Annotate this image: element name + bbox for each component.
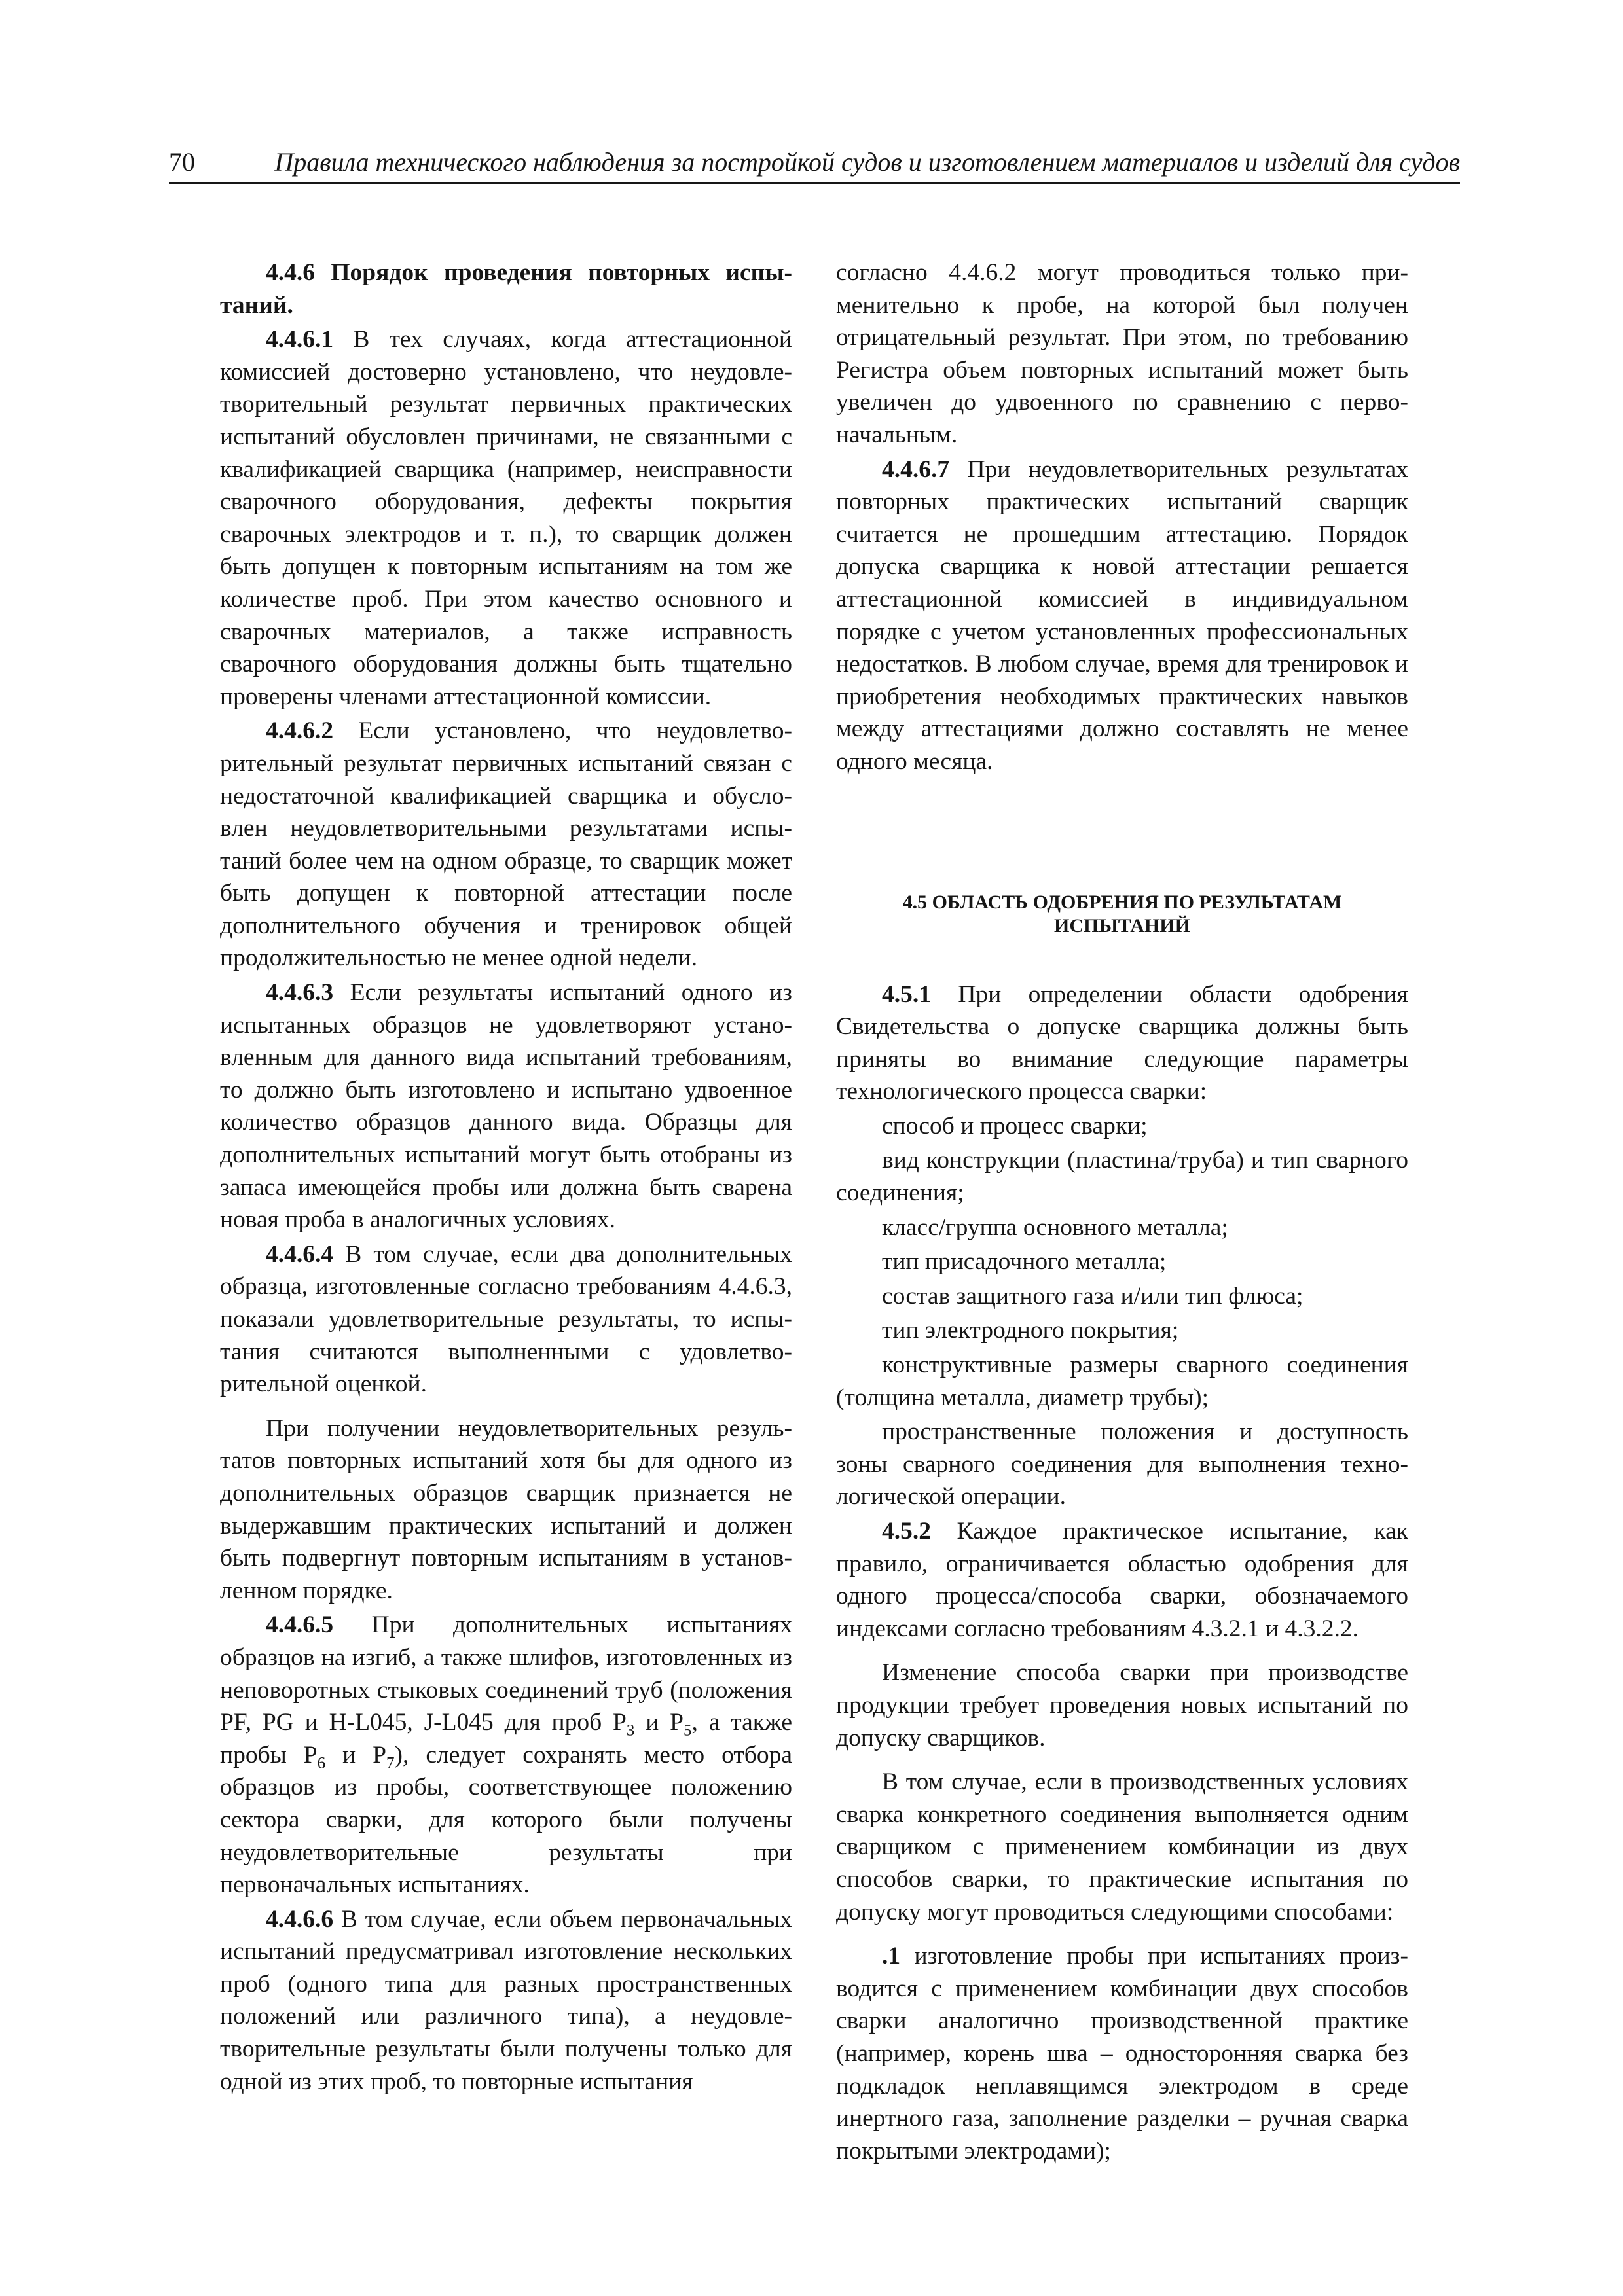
clause-number: 4.4.6.3: [266, 979, 334, 1007]
paragraph-text: Если установлено, что неудовлетворительный результат первичных испытаний связан с недостаточной квалификацией сварщика и обусловлен неудовлетворительными результатами испытаний более чем на одном образце, то сварщик может быть допущен к повторной аттестации после дополнительного обучения и тренировок общей продолжительностью не менее одной недели.: [220, 717, 792, 972]
paragraph-text: и P: [325, 1741, 387, 1768]
paragraph-4-4-6-6-cont: согласно 4.4.6.2 могут проводиться только применительно к пробе, на которой был получен отрицательный результат. При этом, по требованию Регистра объем повторных испытаний может быть увеличен до удвоенного по сравнению с первоначальным.: [836, 259, 1408, 448]
subscript: 3: [626, 1721, 635, 1740]
clause-number: 4.4.6.2: [266, 717, 334, 745]
paragraph-4-5-1: [836, 978, 1408, 1108]
section-heading-4-5: [836, 891, 1408, 938]
left-column: [220, 257, 792, 2098]
list-item: класс/группа основного металла;: [882, 1213, 1228, 1241]
subscript: 7: [386, 1754, 395, 1772]
paragraph-text: При дополнительных испытаниях образцов на изгиб, а также шлифов, изготовленных из неповоротных стыковых соединений труб (положения PF, PG и H-L045, J-L045 для проб P: [220, 1611, 792, 1736]
paragraph-4-4-6-5: [220, 1609, 792, 1901]
paragraph-4-4-6-1: [220, 323, 792, 713]
paragraph-4-4-6-3: [220, 977, 792, 1236]
paragraph-text: При определении области одобрения Свидетельства о допуске сварщика должны быть приняты во внимание следующие параметры технологического процесса сварки:: [836, 980, 1408, 1105]
paragraph-text: В том случае, если два дополнительных образца, изготовленные согласно требованиям 4.4.6.3, показали удовлетворительные результаты, то испытания считаются выполненными с удовлетворительной оценкой.: [220, 1240, 792, 1398]
paragraph-text: При неудовлетворительных результатах повторных практических испытаний сварщик считается не прошедшим аттестацию. Порядок допуска сварщика к новой аттестации решается аттестационной комиссией в индивидуальном порядке с учетом установленных профессиональных недостатков. В любом случае, время для тренировок и приобретения необходимых практических навыков между аттестациями должно составлять не менее одного месяца.: [836, 456, 1408, 775]
paragraph-4-5-2-c: В том случае, если в производственных условиях сварка конкретного соединения выполняется одним сварщиком с применением комбинации из двух способов сварки, то практические испытания по допуску могут проводиться следующими способами:: [836, 1768, 1408, 1926]
section-heading-line: 4.5 ОБЛАСТЬ ОДОБРЕНИЯ ПО РЕЗУЛЬТАТАМ: [902, 891, 1342, 913]
paragraph-text: , а также пробы P: [220, 1709, 792, 1768]
clause-number: 4.4.6.5: [266, 1611, 334, 1639]
paragraph-text: Каждое практическое испытание, как правило, ограничивается областью одобрения для одного процесса/способа сварки, обозначаемого индексами согласно требованиям 4.3.2.1 и 4.3.2.2.: [836, 1518, 1408, 1642]
paragraph-text: изготовление пробы при испытаниях производится с применением комбинации двух способов сварки аналогично производственной практике (например, корень шва – односторонняя сварка без подкладок неплавящимся электродом в среде инертного газа, заполнение разделки – ручная сварка покрытыми электродами);: [836, 1943, 1408, 2164]
clause-number: 4.5.2: [882, 1518, 931, 1545]
clause-number: 4.4.6.6: [266, 1905, 334, 1933]
paragraph-text: и P: [634, 1709, 684, 1736]
list-item: вид конструкции (пластина/труба) и тип сварного соединения;: [836, 1147, 1408, 1207]
page-header: [169, 145, 1460, 184]
list-item: состав защитного газа и/или тип флюса;: [882, 1282, 1304, 1310]
paragraph-4-4-6-7: [836, 454, 1408, 778]
paragraph-text: В тех случаях, когда аттестационной комиссией достоверно установлено, что неудовлетворительный результат первичных практических испытаний обусловлен причинами, не связанными с квалификацией сварщика (например, неисправности сварочного оборудования, дефекты покрытия сварочных электродов и т. п.), то сварщик должен быть допущен к повторным испытаниям на том же количестве проб. При этом качество основного и сварочных материалов, а также исправность сварочного оборудования должны быть тщательно проверены членами аттестационной комиссии.: [220, 326, 792, 710]
clause-number: 4.4.6.1: [266, 326, 334, 353]
right-column: [836, 257, 1408, 2167]
paragraph-text: ), следует сохранять место отбора образцов из пробы, соответствующее положению сектора сварки, для которого были получены неудовлетворительные результаты при первоначальных испытаниях.: [220, 1741, 792, 1899]
paragraph-4-5-2: [836, 1515, 1408, 1645]
section-heading-line: ИСПЫТАНИЙ: [1054, 914, 1190, 937]
list-item: тип присадочного металла;: [882, 1248, 1167, 1276]
clause-number: 4.4.6.7: [882, 456, 950, 483]
clause-number: 4.5.1: [882, 980, 931, 1008]
section-heading-4-4-6: 4.4.6 Порядок проведения повторных испытаний.: [220, 259, 792, 319]
subscript: 5: [684, 1721, 692, 1740]
clause-number: 4.4.6.4: [266, 1240, 334, 1268]
list-item: тип электродного покрытия;: [882, 1317, 1179, 1344]
list-item: конструктивные размеры сварного соединения (толщина металла, диаметр трубы);: [836, 1352, 1408, 1411]
paragraph-4-4-6-4: [220, 1238, 792, 1401]
item-number: .1: [882, 1943, 901, 1970]
paragraph-4-5-2-b: Изменение способа сварки при производстве продукции требует проведения новых испытаний по допуску сварщиков.: [836, 1659, 1408, 1751]
page-number: 70: [169, 147, 195, 177]
paragraph-4-4-6-2: [220, 715, 792, 975]
paragraph-4-4-6-4-cont: При получении неудовлетворительных результатов повторных испытаний хотя бы для одного из дополнительных образцов сварщик признается не выдержавшим практических испытаний и должен быть подвергнут повторным испытаниям в установленном порядке.: [220, 1414, 792, 1604]
list-item: пространственные положения и доступность зоны сварного соединения для выполнения технологической операции.: [836, 1418, 1408, 1511]
list-item: способ и процесс сварки;: [882, 1112, 1148, 1139]
paragraph-4-4-6-6: [220, 1903, 792, 2098]
paragraph-text: Если результаты испытаний одного из испытанных образцов не удовлетворяют установленным для данного вида испытаний требованиям, то должно быть изготовлено и испытано удвоенное количество образцов данного вида. Образцы для дополнительных испытаний могут быть отобраны из запаса имеющейся пробы или должна быть сварена новая проба в аналогичных условиях.: [220, 979, 792, 1234]
list-item-1: [836, 1940, 1408, 2167]
paragraph-text: В том случае, если объем первоначальных испытаний предусматривал изготовление нескольких проб (одного типа для разных пространственных положений или различного типа), а неудовлетворительные результаты были получены только для одной из этих проб, то повторные испытания: [220, 1905, 792, 2095]
running-title: Правила технического наблюдения за постройкой судов и изготовлением материалов и изделий для судов: [274, 147, 1460, 177]
subscript: 6: [317, 1754, 326, 1772]
